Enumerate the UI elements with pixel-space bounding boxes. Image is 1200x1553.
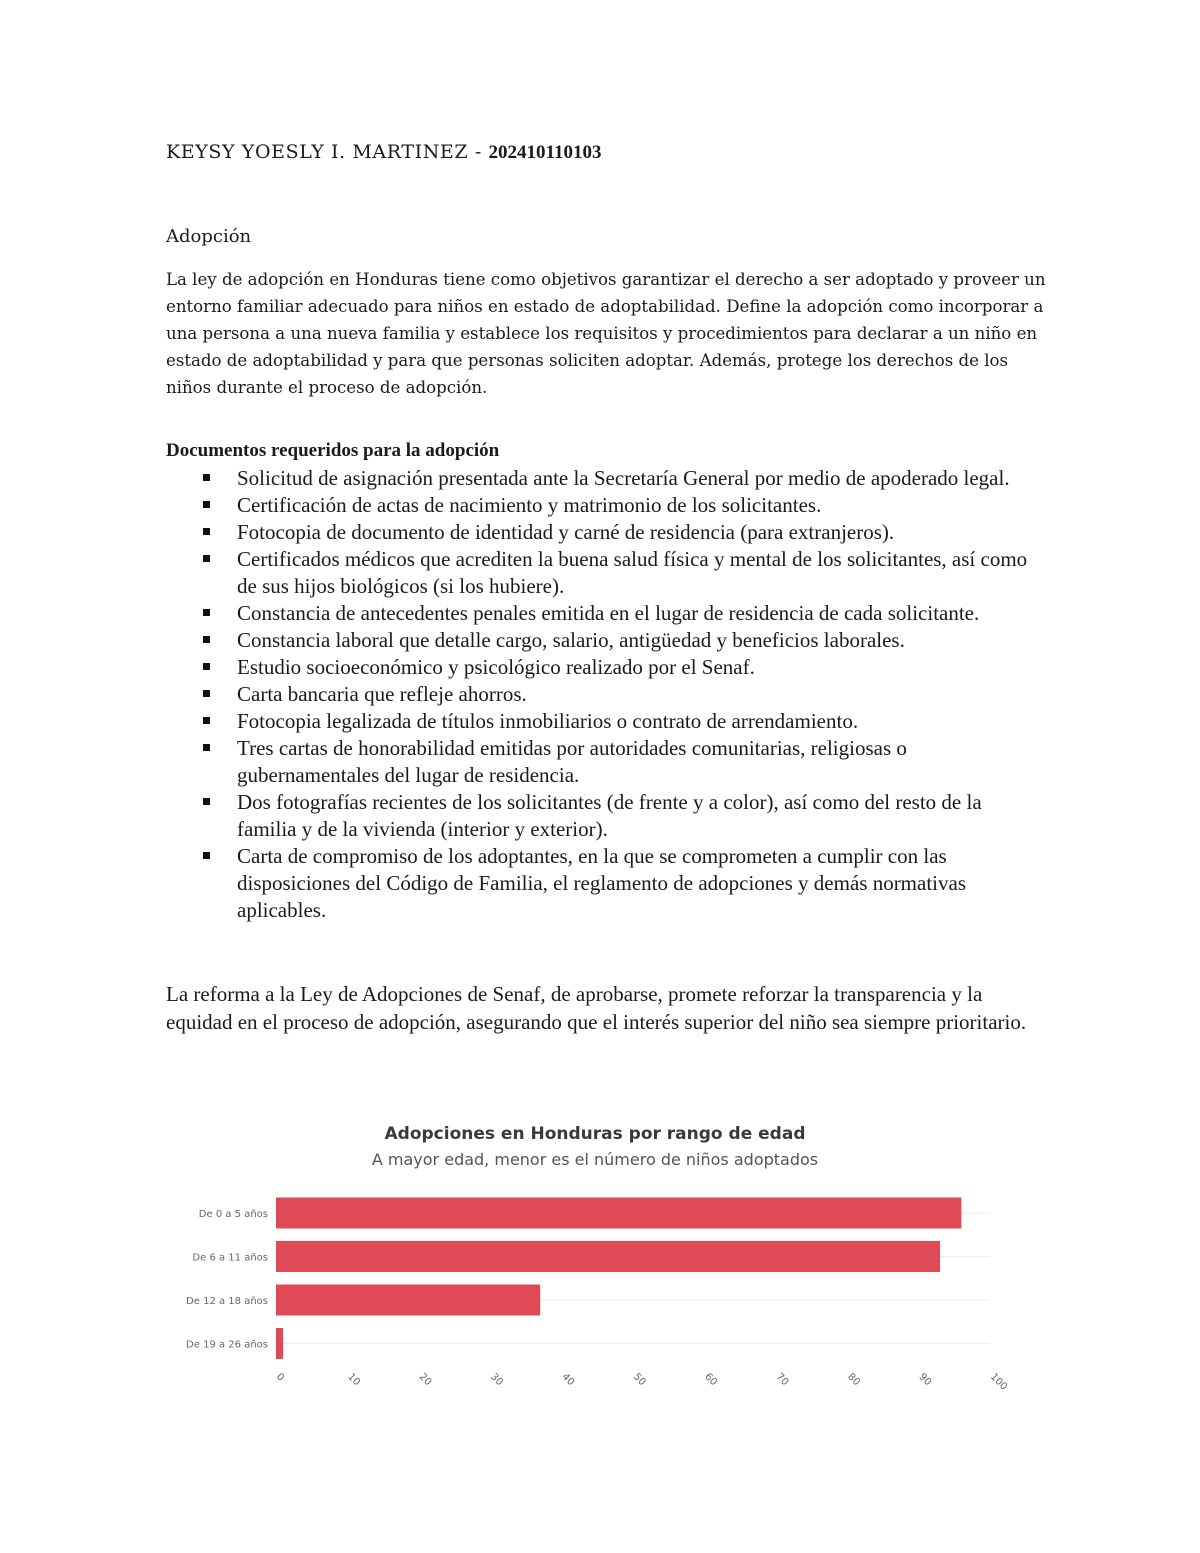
- x-tick-label: 10: [345, 1371, 363, 1389]
- list-item: [166, 681, 1046, 708]
- bar: [276, 1285, 540, 1316]
- x-tick-label: 80: [845, 1371, 862, 1389]
- reform-paragraph: La reforma a la Ley de Adopciones de Senaf, de aprobarse, promete reforzar la transparencia y la equidad en el proceso de adopción, asegurando que el interés superior del niño sea siempre prioritario.: [166, 982, 1027, 1034]
- list-item: [166, 627, 1046, 654]
- list-item: [166, 843, 1046, 924]
- square-bullet-icon: [203, 636, 210, 643]
- category-label: De 12 a 18 años: [186, 1296, 268, 1307]
- intro-paragraph: La ley de adopción en Honduras tiene como objetivos garantizar el derecho a ser adoptado y proveer un entorno familiar adecuado para niños en estado de adoptabilidad. Define la adopción como incorporar a una persona a una nueva familia y establece los requisitos y procedimientos para declarar a un niño en estado de adoptabilidad y para que personas soliciten adoptar. Además, protege los derechos de los niños durante el proceso de adopción.: [166, 270, 1046, 397]
- x-tick-label: 50: [630, 1371, 648, 1389]
- bar: [276, 1198, 961, 1229]
- author-name: KEYSY YOESLY I. MARTINEZ -: [166, 141, 489, 163]
- square-bullet-icon: [203, 555, 210, 562]
- section-title: Adopción: [166, 226, 252, 247]
- documents-title: Documentos requeridos para la adopción: [166, 440, 500, 461]
- square-bullet-icon: [203, 609, 210, 616]
- x-tick-label: 20: [416, 1371, 434, 1389]
- square-bullet-icon: [203, 744, 210, 751]
- list-item-text: Constancia de antecedentes penales emitida en el lugar de residencia de cada solicitante.: [237, 601, 980, 625]
- list-item: [166, 600, 1046, 627]
- square-bullet-icon: [203, 690, 210, 697]
- list-item-text: Certificados médicos que acrediten la buena salud física y mental de los solicitantes, así como de sus hijos biológicos (si los hubiere).: [237, 547, 1028, 598]
- x-tick-label: 40: [559, 1371, 577, 1389]
- adoptions-bar-chart: [150, 1180, 1030, 1420]
- list-item: [166, 546, 1046, 600]
- list-item-text: Estudio socioeconómico y psicológico realizado por el Senaf.: [237, 655, 755, 679]
- list-item-text: Carta de compromiso de los adoptantes, en la que se comprometen a cumplir con las disposiciones del Código de Familia, el reglamento de adopciones y demás normativas aplicables.: [237, 844, 967, 922]
- list-item: [166, 465, 1046, 492]
- list-item-text: Tres cartas de honorabilidad emitidas por autoridades comunitarias, religiosas o gubernamentales del lugar de residencia.: [237, 736, 907, 787]
- list-item: [166, 654, 1046, 681]
- bar: [276, 1241, 940, 1272]
- list-item-text: Fotocopia legalizada de títulos inmobiliarios o contrato de arrendamiento.: [237, 709, 859, 733]
- square-bullet-icon: [203, 852, 210, 859]
- author-header: [166, 141, 601, 164]
- square-bullet-icon: [203, 474, 210, 481]
- list-item-text: Carta bancaria que refleje ahorros.: [237, 682, 527, 706]
- list-item: [166, 492, 1046, 519]
- x-tick-label: 70: [773, 1371, 791, 1389]
- square-bullet-icon: [203, 501, 210, 508]
- x-tick-label: 100: [987, 1371, 1010, 1393]
- square-bullet-icon: [203, 798, 210, 805]
- chart-subtitle: A mayor edad, menor es el número de niños adoptados: [371, 1150, 819, 1169]
- bar: [276, 1328, 283, 1359]
- list-item: [166, 519, 1046, 546]
- x-tick-label: 60: [702, 1371, 720, 1389]
- category-label: De 6 a 11 años: [192, 1252, 268, 1264]
- list-item-text: Constancia laboral que detalle cargo, salario, antigüedad y beneficios laborales.: [237, 628, 905, 652]
- list-item-text: Fotocopia de documento de identidad y carné de residencia (para extranjeros).: [237, 520, 895, 544]
- documents-list: [166, 465, 1046, 924]
- x-tick-label: 30: [488, 1371, 505, 1389]
- list-item-text: Certificación de actas de nacimiento y matrimonio de los solicitantes.: [237, 493, 822, 517]
- square-bullet-icon: [203, 528, 210, 535]
- student-id: 202410110103: [488, 142, 602, 163]
- list-item: [166, 708, 1046, 735]
- list-item: [166, 789, 1046, 843]
- x-tick-label: 0: [273, 1371, 287, 1384]
- list-item-text: Solicitud de asignación presentada ante la Secretaría General por medio de apoderado legal.: [237, 466, 1010, 490]
- chart-title: Adopciones en Honduras por rango de edad: [384, 1124, 806, 1144]
- list-item: [166, 735, 1046, 789]
- category-label: De 0 a 5 años: [198, 1209, 268, 1220]
- category-label: De 19 a 26 años: [186, 1339, 268, 1351]
- x-tick-label: 90: [916, 1371, 934, 1389]
- square-bullet-icon: [203, 717, 210, 724]
- square-bullet-icon: [203, 663, 210, 670]
- list-item-text: Dos fotografías recientes de los solicitantes (de frente y a color), así como del resto de la familia y de la vivienda (interior y exterior).: [237, 790, 982, 841]
